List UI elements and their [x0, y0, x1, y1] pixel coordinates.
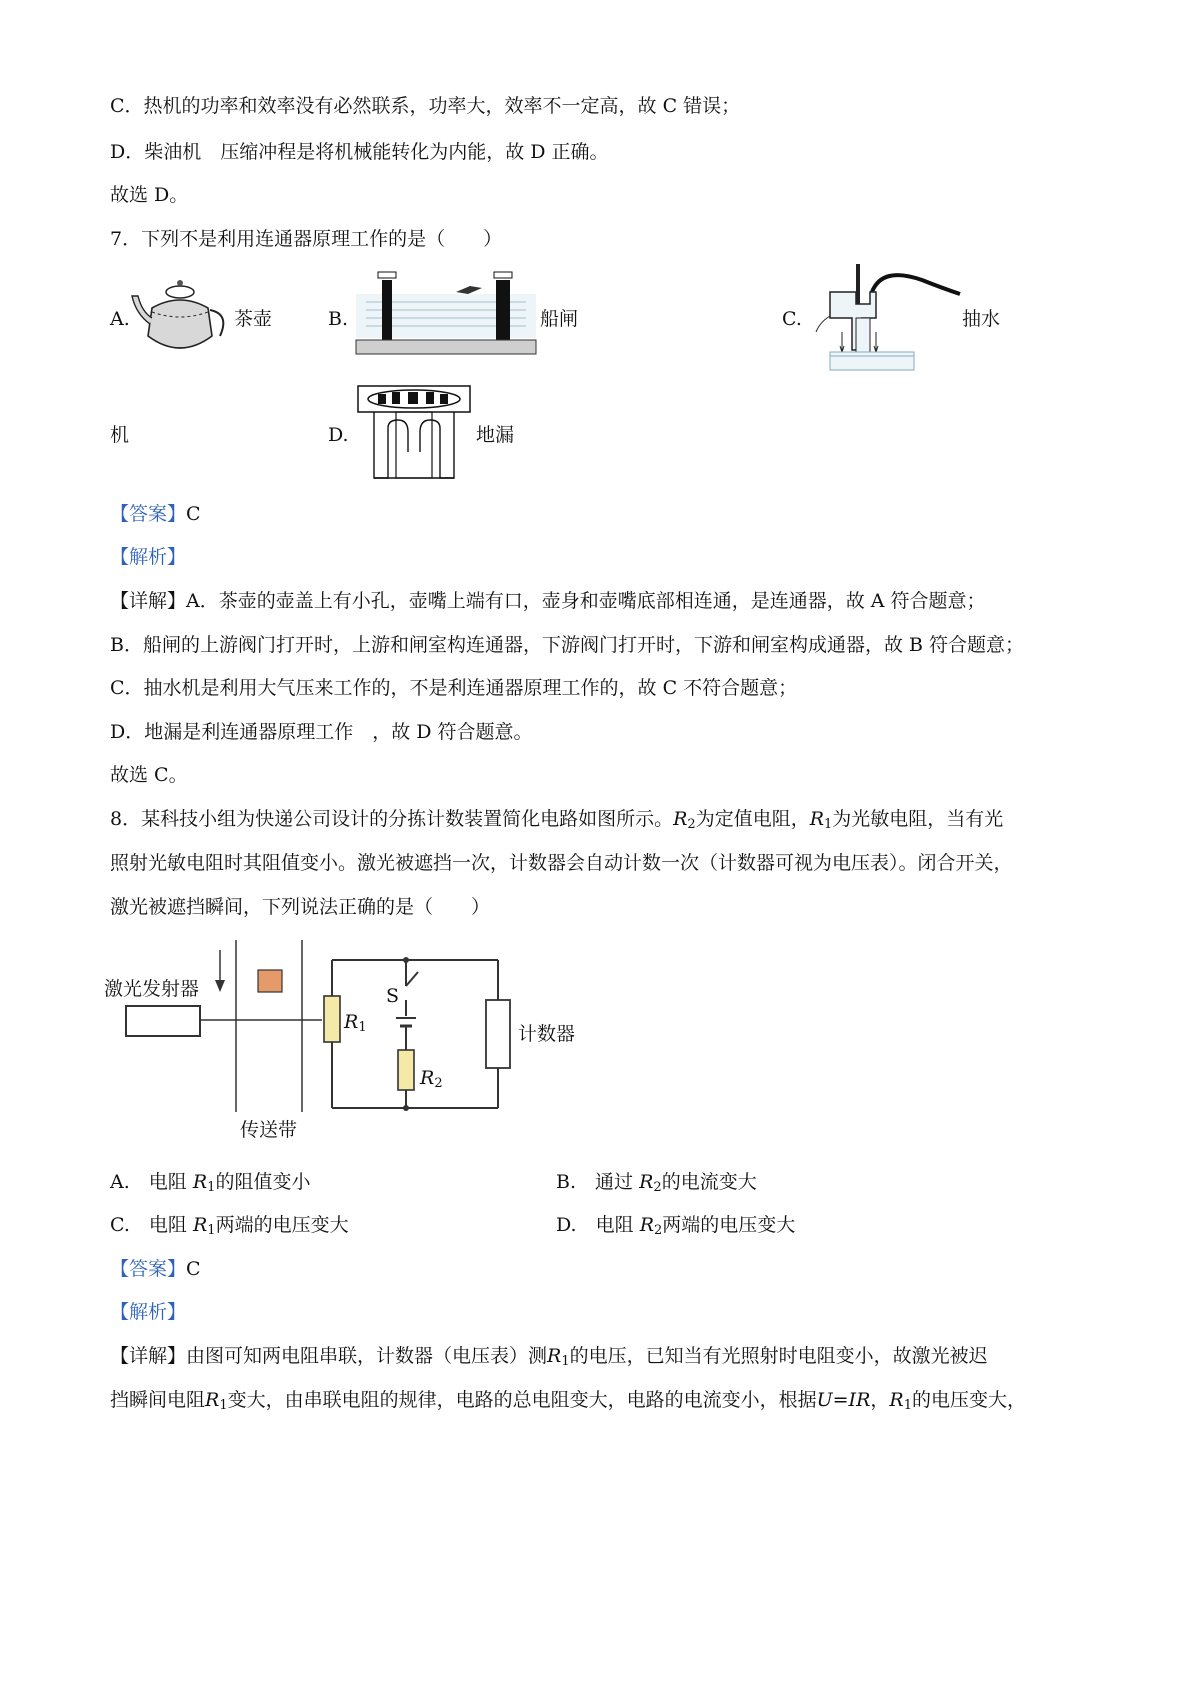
q7-analysis	[110, 545, 186, 569]
prev-solution-d: D．柴油机 压缩冲程是将机械能转化为内能，故 D 正确。	[110, 141, 609, 163]
answer-tag: 【答案】	[110, 503, 187, 525]
q8-stem-line3: 激光被遮挡瞬间，下列说法正确的是（ ）	[110, 896, 491, 918]
stem-r1: R	[809, 808, 825, 830]
option-sub: 2	[653, 1180, 662, 1195]
floor-drain-image	[356, 386, 472, 482]
option-post: 两端的电压变大	[215, 1214, 349, 1236]
q7-option-c-label: 抽水	[962, 308, 1001, 330]
prev-solution-c: C．热机的功率和效率没有必然联系，功率大，效率不一定高，故 C 错误；	[110, 95, 741, 117]
r2-sub: 2	[434, 1076, 443, 1091]
option-pre: 电阻	[148, 1171, 187, 1193]
analysis-tag: 【解析】	[110, 1301, 187, 1323]
prev-conclusion: 故选 D。	[110, 184, 189, 206]
option-sub: 1	[207, 1180, 216, 1195]
option-sub: 1	[207, 1223, 216, 1238]
option-post: 两端的电压变大	[662, 1214, 796, 1236]
option-post: 的电流变大	[661, 1171, 757, 1193]
laser-label: 激光发射器	[104, 978, 200, 1000]
q7-option-b-label: 船闸	[540, 308, 579, 330]
resistor-r2	[398, 1050, 414, 1090]
option-r: R	[192, 1171, 208, 1193]
analysis-tag: 【解析】	[110, 546, 187, 568]
package-box	[258, 970, 282, 992]
option-r: R	[639, 1171, 654, 1193]
stem-r2-sub: 2	[687, 817, 696, 832]
stem-r2: R	[673, 808, 688, 830]
q7-option-c-label-cont: 机	[110, 424, 130, 446]
option-sub: 2	[654, 1223, 663, 1238]
detail-tag: 【详解】	[110, 1345, 187, 1367]
q7-conclusion: 故选 C。	[110, 764, 188, 786]
detail-sub: 1	[561, 1354, 570, 1369]
answer-tag: 【答案】	[110, 1258, 187, 1280]
detail-tag: 【详解】	[110, 590, 187, 612]
r2-letter: R	[420, 1067, 435, 1089]
option-letter: D.	[556, 1214, 577, 1236]
q7-option-d-letter: D.	[328, 424, 349, 446]
r1-sub: 1	[358, 1020, 367, 1035]
q7-stem: 7．下列不是利用连通器原理工作的是（ ）	[110, 228, 503, 250]
detail-r: R	[205, 1389, 220, 1411]
detail-text: 的电压变大，	[911, 1389, 1026, 1411]
detail-r: R	[889, 1389, 904, 1411]
q8-option-d	[556, 1213, 795, 1243]
laser-emitter	[126, 1006, 200, 1036]
detail-text: 变大，由串联电阻的规律，电路的总电阻变大，电路的电流变小，根据	[227, 1389, 817, 1411]
q7-answer	[110, 502, 201, 526]
detail-a-text: A．茶壶的壶盖上有小孔，壶嘴上端有口，壶身和壶嘴底部相连通，是连通器，故 A 符合题意；	[186, 590, 986, 612]
q7-option-a-label: 茶壶	[234, 308, 273, 330]
answer-value: C	[186, 503, 201, 525]
q7-option-a-letter: A.	[110, 308, 130, 330]
q8-detail-line1	[110, 1344, 988, 1374]
answer-value: C	[186, 1258, 201, 1280]
q7-option-b-letter: B.	[328, 308, 349, 330]
q8-answer	[110, 1257, 201, 1281]
r2-label	[420, 1066, 443, 1096]
detail-r: R	[547, 1345, 562, 1367]
stem-text-1: 8．某科技小组为快递公司设计的分拣计数装置简化电路如图所示。	[110, 808, 674, 830]
option-pre: 通过	[595, 1171, 634, 1193]
water-pump-image	[812, 256, 962, 374]
r1-label	[344, 1010, 367, 1040]
detail-text: ，	[870, 1389, 890, 1411]
option-letter: C.	[110, 1214, 130, 1236]
q7-detail-d: D．地漏是利连通器原理工作 ，故 D 符合题意。	[110, 721, 533, 743]
q7-detail-a	[110, 589, 986, 613]
r1-letter: R	[344, 1011, 359, 1033]
detail-formula: U=IR	[816, 1389, 871, 1411]
q8-stem-line1	[110, 807, 1003, 837]
q8-detail-line2	[110, 1388, 1026, 1418]
q7-option-c-letter: C.	[782, 308, 802, 330]
q8-stem-line2: 照射光敏电阻时其阻值变小。激光被遮挡一次，计数器会自动计数一次（计数器可视为电压表）。闭合开关，	[110, 852, 1013, 874]
option-r: R	[192, 1214, 208, 1236]
option-r: R	[639, 1214, 654, 1236]
stem-r1-sub: 1	[824, 817, 833, 832]
belt-label: 传送带	[240, 1119, 298, 1141]
q8-option-c	[110, 1213, 349, 1243]
stem-text-2: 为定值电阻，	[695, 808, 810, 830]
stem-text-3: 为光敏电阻，当有光	[832, 808, 1004, 830]
detail-text: 的电压，已知当有光照射时电阻变小，故激光被迟	[569, 1345, 988, 1367]
ship-lock-image	[356, 268, 536, 356]
resistor-r1	[324, 996, 340, 1042]
teapot-image	[130, 274, 230, 362]
option-pre: 电阻	[595, 1214, 634, 1236]
detail-sub: 1	[903, 1398, 912, 1413]
switch-label: S	[386, 985, 400, 1007]
detail-text: 挡瞬间电阻	[110, 1389, 206, 1411]
option-letter: B.	[556, 1171, 577, 1193]
option-letter: A.	[110, 1171, 130, 1193]
option-post: 的阻值变小	[215, 1171, 311, 1193]
q8-option-a	[110, 1170, 310, 1200]
detail-sub: 1	[219, 1398, 228, 1413]
option-pre: 电阻	[148, 1214, 187, 1236]
q8-analysis	[110, 1300, 186, 1324]
counter-box	[486, 1000, 510, 1068]
q8-option-b	[556, 1170, 757, 1200]
q7-option-d-label: 地漏	[476, 424, 515, 446]
detail-text: 由图可知两电阻串联，计数器（电压表）测	[186, 1345, 548, 1367]
counter-label: 计数器	[518, 1023, 576, 1045]
q7-detail-b: B．船闸的上游阀门打开时，上游和闸室构连通器，下游阀门打开时，下游和闸室构成通器，故 B 符合题意；	[110, 634, 1025, 656]
q7-detail-c: C．抽水机是利用大气压来工作的，不是利连通器原理工作的，故 C 不符合题意；	[110, 677, 798, 699]
